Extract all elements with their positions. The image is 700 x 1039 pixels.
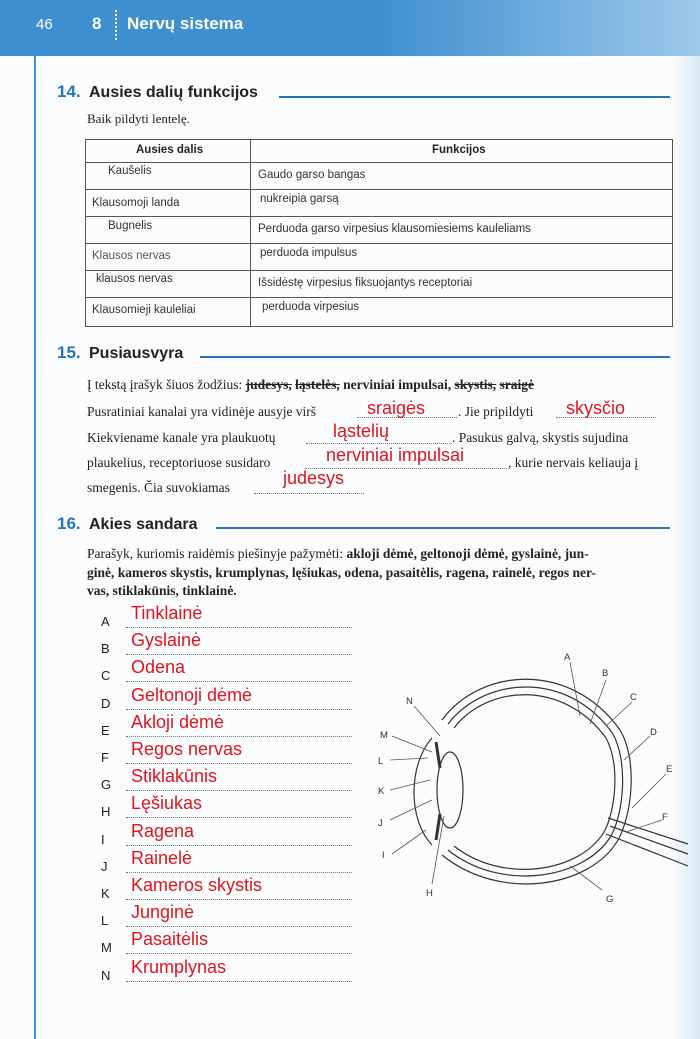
word-sraige: sraigė xyxy=(499,377,535,392)
word-nerviniai-impulsai: nerviniai impulsai, xyxy=(343,377,452,392)
item-letter: G xyxy=(101,777,112,792)
section-14-instruction: Baik pildyti lentelę. xyxy=(87,111,190,126)
answer-skyscio: skysčio xyxy=(566,398,626,418)
item-letter: L xyxy=(101,913,109,928)
cell-part-handwritten: klausos nervas xyxy=(96,273,173,285)
answer-nerviniai-impulsai: nerviniai impulsai xyxy=(326,445,465,465)
fill-line-1a: Pusratiniai kanalai yra vidinėje ausyje virš xyxy=(87,404,317,419)
answer-handwritten: Stiklakūnis xyxy=(131,766,218,786)
table-header-functions: Funkcijos xyxy=(432,144,486,156)
item-letter: C xyxy=(101,668,111,683)
answer-blank-line xyxy=(126,709,352,710)
answer-blank-line xyxy=(126,845,352,846)
answer-blank-line xyxy=(126,981,352,982)
chapter-number: 8 xyxy=(92,14,102,33)
answer-handwritten: Pasaitėlis xyxy=(131,929,209,949)
fill-line-2b: . Pasukus galvą, skystis sujudina xyxy=(452,430,629,445)
cornea-curve xyxy=(414,738,432,845)
answer-handwritten: Odena xyxy=(131,657,186,677)
diagram-label: L xyxy=(378,756,384,767)
section-15-number: 15. xyxy=(57,343,81,362)
answer-blank-line xyxy=(126,817,352,818)
table-row xyxy=(86,243,672,244)
answer-blank-line xyxy=(126,763,352,764)
instruction-terms: akloji dėmė, geltonoji dėmė, gyslainė, jun- xyxy=(346,546,589,561)
diagram-label: E xyxy=(666,764,673,775)
answer-handwritten: Akloji dėmė xyxy=(131,712,225,732)
section-16-instruction-line-3: vas, stiklakūnis, tinklainė. xyxy=(87,583,237,598)
diagram-label: M xyxy=(380,730,388,741)
prompt-lead: Į tekstą įrašyk šiuos žodžius: xyxy=(87,377,243,392)
answer-handwritten: Ragena xyxy=(131,821,195,841)
answer-blank-line xyxy=(126,681,352,682)
item-letter: K xyxy=(101,886,110,901)
fill-line-3a: plaukelius, receptoriuose susidaro xyxy=(87,455,271,470)
diagram-label: N xyxy=(406,696,413,707)
fill-line-1b: . Jie pripildyti xyxy=(458,404,534,419)
cell-function: Gaudo garso bangas xyxy=(258,169,366,181)
eye-outer-wall xyxy=(442,679,631,884)
item-letter: F xyxy=(101,750,109,765)
table-row xyxy=(86,297,672,298)
fill-line-2a: Kiekviename kanale yra plaukuotų xyxy=(87,430,276,445)
diagram-label: H xyxy=(426,888,433,899)
item-letter: H xyxy=(101,804,111,819)
diagram-label: A xyxy=(564,652,571,663)
answer-handwritten: Regos nervas xyxy=(131,739,243,759)
answer-handwritten: Geltonoji dėmė xyxy=(131,685,253,705)
fill-line-4a: smegenis. Čia suvokiamas xyxy=(87,480,230,495)
answer-handwritten: Junginė xyxy=(131,902,195,922)
instruction-lead: Parašyk, kuriomis raidėmis piešinyje pažymėti: xyxy=(87,546,344,561)
item-letter: I xyxy=(101,832,105,847)
diagram-label: D xyxy=(650,727,657,738)
section-14-title: Ausies dalių funkcijos xyxy=(89,84,258,101)
section-16-instruction-line-2: ginė, kameros skystis, krumplynas, lęšiukas, odena, pasaitėlis, ragena, rainelė, regos ner- xyxy=(87,565,597,580)
section-14-number: 14. xyxy=(57,82,81,101)
table-row xyxy=(86,162,672,163)
section-16-number: 16. xyxy=(57,514,81,533)
answer-blank-line xyxy=(126,926,352,927)
answer-lasteliu: ląstelių xyxy=(333,421,390,441)
item-letter: A xyxy=(101,614,110,629)
answer-handwritten: Tinklainė xyxy=(131,603,203,623)
answer-sraiges: sraigės xyxy=(367,398,426,418)
table-column-divider xyxy=(250,140,251,326)
answer-handwritten: Lęšiukas xyxy=(131,793,203,813)
eye-middle-layer xyxy=(448,687,623,876)
diagram-label: J xyxy=(378,818,383,829)
word-lasteles: ląstelės, xyxy=(295,377,340,392)
ear-functions-table xyxy=(85,139,673,327)
answer-blank-line xyxy=(126,654,352,655)
table-row xyxy=(86,189,672,190)
cell-part-handwritten: Kaušelis xyxy=(108,165,152,177)
word-judesys: judesys, xyxy=(245,377,292,392)
eye-diagram xyxy=(370,640,690,920)
answer-judesys: judesys xyxy=(283,468,345,488)
cell-part-handwritten: Bugnelis xyxy=(108,220,153,232)
answer-handwritten: Rainelė xyxy=(131,848,193,868)
diagram-label: C xyxy=(630,692,637,703)
page-number: 46 xyxy=(36,16,53,33)
answer-blank-line xyxy=(126,790,352,791)
fill-line-3b: , kurie nervais keliauja į xyxy=(508,455,639,470)
cell-part: Klausomoji landa xyxy=(92,197,180,209)
answer-blank-line xyxy=(126,736,352,737)
cell-function-handwritten: perduoda virpesius xyxy=(262,301,360,313)
cell-function: Perduoda garso virpesius klausomiesiems kauleliams xyxy=(258,223,531,235)
item-letter: J xyxy=(101,859,108,874)
page-left-border xyxy=(34,56,36,1039)
section-15-prompt xyxy=(87,377,534,393)
blank-line xyxy=(306,443,452,444)
table-row xyxy=(86,270,672,271)
answer-handwritten: Krumplynas xyxy=(131,957,227,977)
section-16-instruction-line-1 xyxy=(87,546,589,562)
section-16-rule xyxy=(216,527,670,529)
table-row xyxy=(86,216,672,217)
cell-part: Klausos nervas xyxy=(92,250,171,262)
section-16-title: Akies sandara xyxy=(89,516,198,533)
diagram-label: G xyxy=(606,894,614,905)
diagram-label: K xyxy=(378,786,385,797)
blank-line xyxy=(254,493,364,494)
section-15-title: Pusiausvyra xyxy=(89,345,184,362)
answer-handwritten: Gyslainė xyxy=(131,630,202,650)
cell-function-handwritten: nukreipia garsą xyxy=(260,193,339,205)
answer-handwritten: Kameros skystis xyxy=(131,875,263,895)
leader-lines xyxy=(390,662,666,890)
table-header-part: Ausies dalis xyxy=(136,144,204,156)
answer-blank-line xyxy=(126,627,352,628)
item-letter: N xyxy=(101,968,111,983)
chapter-title: Nervų sistema xyxy=(127,14,244,33)
section-15-rule xyxy=(200,356,670,358)
cell-part: Klausomieji kauleliai xyxy=(92,304,196,316)
item-letter: E xyxy=(101,723,110,738)
item-letter: D xyxy=(101,696,111,711)
diagram-label: B xyxy=(602,668,609,679)
diagram-label: F xyxy=(662,812,668,823)
diagram-label: I xyxy=(382,850,385,861)
cell-function-handwritten: perduoda impulsus xyxy=(260,247,358,259)
cell-function: Išsidėstę virpesius fiksuojantys receptoriai xyxy=(258,277,473,289)
item-letter: M xyxy=(101,940,112,955)
chapter-separator xyxy=(115,10,117,40)
answer-blank-line xyxy=(126,953,352,954)
section-14-rule xyxy=(279,96,670,98)
item-letter: B xyxy=(101,641,110,656)
answer-blank-line xyxy=(126,872,352,873)
answer-blank-line xyxy=(126,899,352,900)
word-skystis: skystis, xyxy=(454,377,497,392)
header-gradient xyxy=(380,0,700,56)
